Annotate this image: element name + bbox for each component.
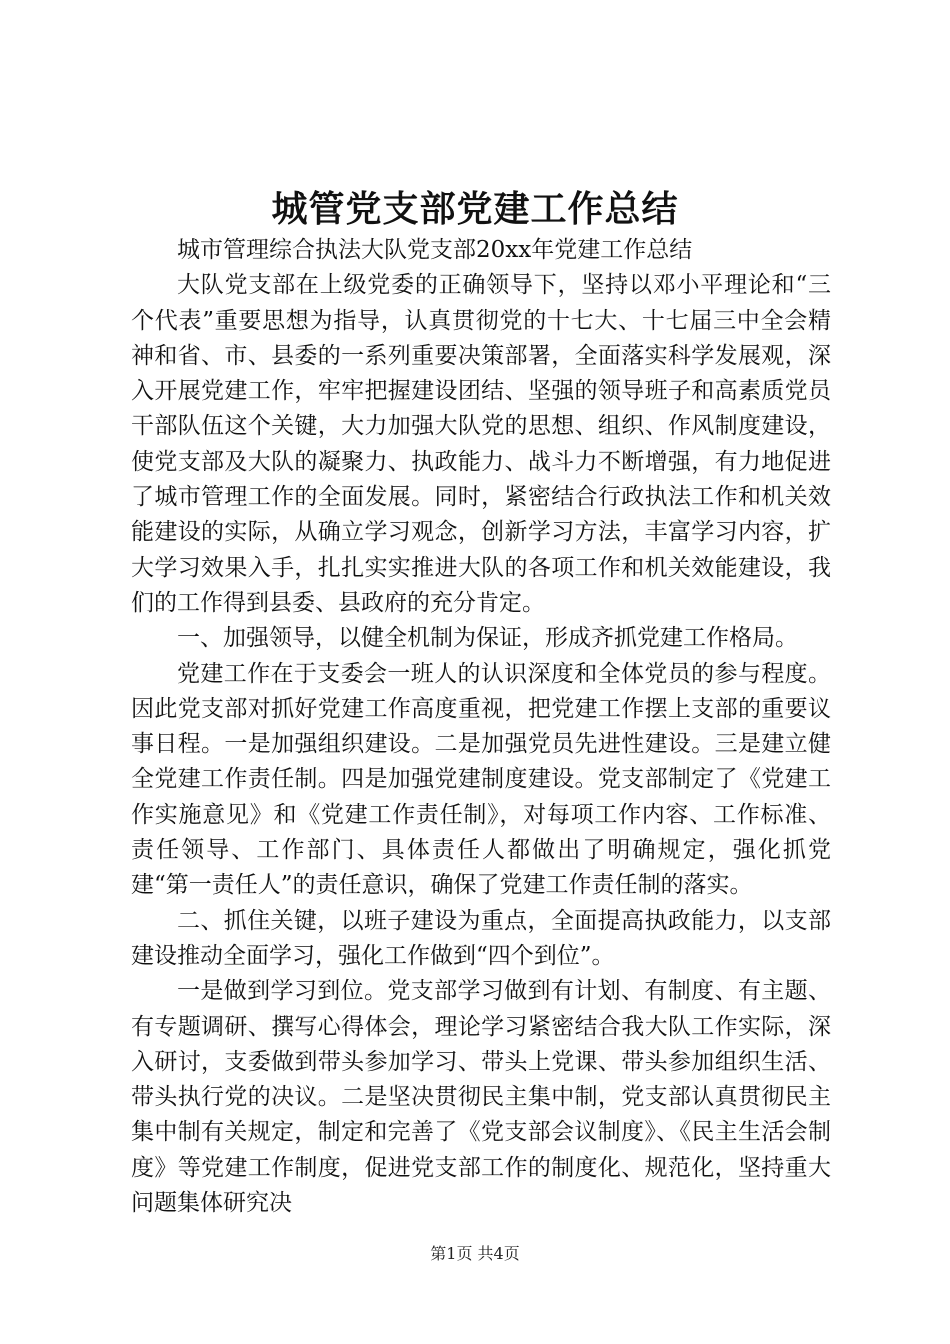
subtitle-paragraph: 城市管理综合执法大队党支部20xx年党建工作总结 — [177, 237, 693, 263]
body-paragraph: 一是做到学习到位。党支部学习做到有计划、有制度、有主题、有专题调研、撰写心得体会，理论学习紧密结合我大队工作实际，深入研讨，支委做到带头参加学习、带头上党课、带头参加组织生活、带头执行党的决议。二是坚决贯彻民主集中制，党支部认真贯彻民主集中制有关规定，制定和完善了《党支部会议制度》、《民主生活会制度》等党建工作制度，促进党支部工作的制度化、规范化，坚持重大问题集体研究决 — [131, 978, 831, 1217]
section-heading: 一、加强领导，以健全机制为保证，形成齐抓党建工作格局。 — [177, 625, 798, 652]
document-body — [131, 233, 831, 1221]
body-paragraph: 大队党支部在上级党委的正确领导下，坚持以邓小平理论和“三个代表”重要思想为指导，认真贯彻党的十七大、十七届三中全会精神和省、市、县委的一系列重要决策部署，全面落实科学发展观，深入开展党建工作，牢牢把握建设团结、坚强的领导班子和高素质党员干部队伍这个关键，大力加强大队党的思想、组织、作风制度建设，使党支部及大队的凝聚力、执政能力、战斗力不断增强，有力地促进了城市管理工作的全面发展。同时，紧密结合行政执法工作和机关效能建设的实际，从确立学习观念，创新学习方法，丰富学习内容，扩大学习效果入手，扎扎实实推进大队的各项工作和机关效能建设，我们的工作得到县委、县政府的充分肯定。 — [131, 272, 831, 616]
section-heading: 二、抓住关键，以班子建设为重点，全面提高执政能力，以支部建设推动全面学习，强化工作做到“四个到位”。 — [131, 907, 831, 969]
body-paragraph: 党建工作在于支委会一班人的认识深度和全体党员的参与程度。因此党支部对抓好党建工作高度重视，把党建工作摆上支部的重要议事日程。一是加强组织建设。二是加强党员先进性建设。三是建立健全党建工作责任制。四是加强党建制度建设。党支部制定了《党建工作实施意见》和《党建工作责任制》，对每项工作内容、工作标准、责任领导、工作部门、具体责任人都做出了明确规定，强化抓党建“第一责任人”的责任意识，确保了党建工作责任制的落实。 — [131, 660, 831, 899]
document-title: 城管党支部党建工作总结 — [271, 188, 679, 230]
page-number-footer: 第1页 共4页 — [430, 1244, 520, 1263]
